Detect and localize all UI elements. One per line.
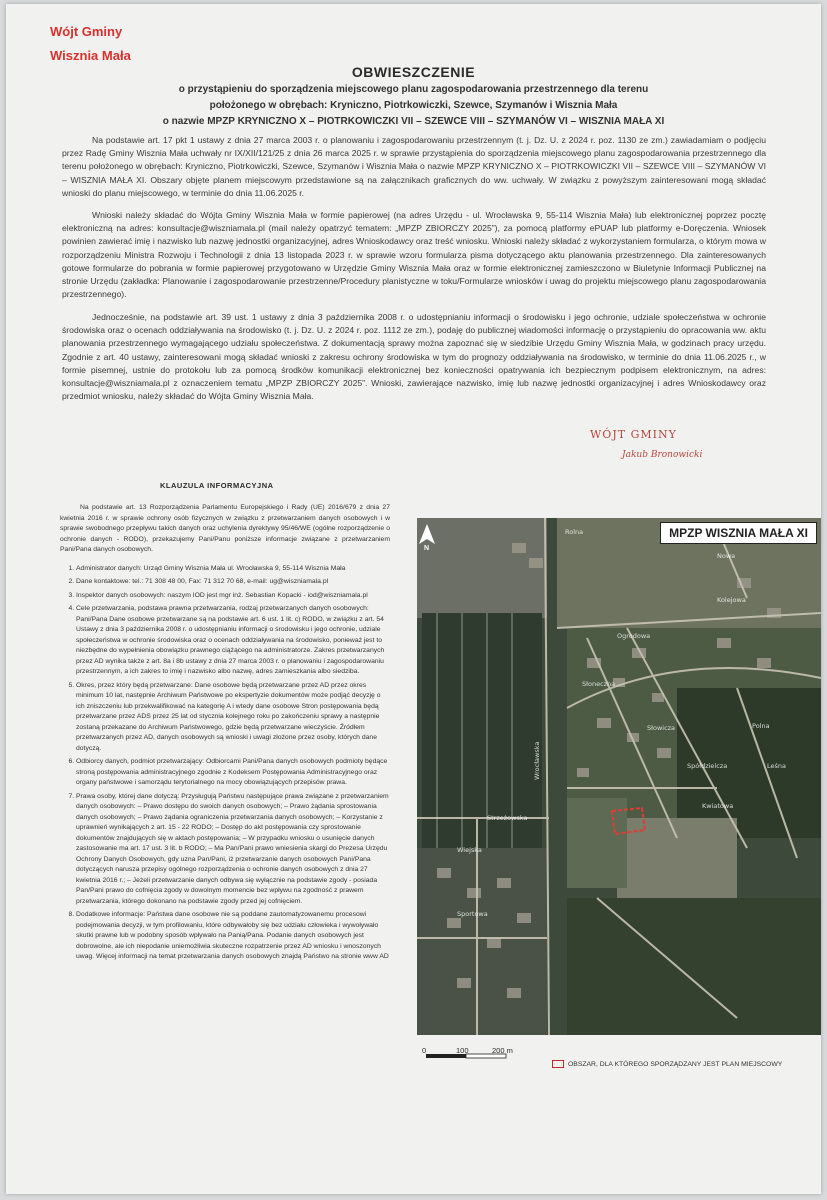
klauzula-intro: Na podstawie art. 13 Rozporządzenia Parlamentu Europejskiego i Rady (UE) 2016/679 z dnia 27 kwietnia 2016 r. w sprawie ochrony osób fizycznych w związku z przetwarzaniem danych osobowych i w sprawie swobodnego przepływu takich danych oraz uchylenia dyrektywy 95/46/WE (ogólne rozporządzenie o ochronie danych - RODO), przekazujemy Pani/Panu poniższe informacje związane z przetwarzaniem Pani/Pana danych osobowych. bbox=[60, 504, 390, 553]
subtitle-line3: o nazwie MPZP KRYNICZNO X – PIOTRKOWICZKI VII – SZEWCE VIII – SZYMANÓW VI – WISZNIA MAŁA XI bbox=[162, 116, 665, 127]
street-label: Kolejowa bbox=[717, 596, 746, 604]
notice-subtitle bbox=[110, 82, 717, 130]
signature-name: Jakub Bronowicki bbox=[622, 450, 703, 460]
klauzula-list bbox=[60, 564, 390, 963]
street-label: Nowa bbox=[717, 552, 736, 560]
map-title: MPZP WISZNIA MAŁA XI bbox=[660, 522, 817, 544]
klauzula-item: 2. Dane kontaktowe: tel.: 71 308 48 00, Fax: 71 312 70 68, e-mail: ug@wiszniamala.pl bbox=[76, 577, 390, 588]
street-label: Leśna bbox=[767, 762, 786, 770]
scale-bar bbox=[420, 1052, 540, 1070]
aerial-map-image bbox=[417, 518, 821, 1035]
map-legend bbox=[552, 1060, 782, 1068]
klauzula-item: 3. Inspektor danych osobowych: naszym IOD jest mgr inż. Sebastian Kopacki - iod@wiszniamala.pl bbox=[76, 591, 390, 602]
street-label: Strzeżowska bbox=[487, 814, 528, 822]
street-label: Spółdzielcza bbox=[687, 762, 728, 770]
street-label: Wrocławska bbox=[533, 741, 541, 780]
klauzula-item: 6. Odbiorcy danych, podmiot przetwarzający: Odbiorcami Pani/Pana danych osobowych podmioty będące stroną postępowania administracyjnego zgodnie z Kodeksem Postępowania Administracyjnego oraz organy państwowe i samorządu terytorialnego na mocy obowiązujących przepisów prawa. bbox=[76, 757, 390, 789]
scale-label-100: 100 bbox=[456, 1046, 469, 1055]
logo-line2: Wisznia Mała bbox=[50, 48, 131, 63]
notice-paragraph-1: Na podstawie art. 17 pkt 1 ustawy z dnia 27 marca 2003 r. o planowaniu i zagospodarowaniu przestrzennym (t. j. Dz. U. z 2024 r. poz. 1130 ze zm.) zawiadamiam o podjęciu przez Radę Gminy Wisznia Mała uchwały nr IX/XII/121/25 z dnia 26 marca 2025 r. w sprawie przystąpienia do sporządzenia miejscowego planu zagospodarowania przestrzennego dla terenu położonego w obrębach: Kryniczno, Piotrkowiczki, Szewce, Szymanów i Wisznia Mała o nazwie MPZP KRYNICZNO X – PIOTRKOWICZKI VII – SZEWCE VIII – SZYMANÓW VI – WISZNIA MAŁA XI. Obszary objęte planem miejscowym przedstawione są na załącznikach graficznych do ww. uchwały. W związku z powyższym zainteresowani mogą składać wnioski do planu miejscowego, w terminie do dnia 11.06.2025 r. bbox=[62, 135, 766, 198]
signature bbox=[590, 428, 703, 460]
klauzula-item: 4. Cele przetwarzania, podstawa prawna przetwarzania, rodzaj przetwarzanych danych osobowych: Pani/Pana Dane osobowe przetwarzane są na podstawie art. 6 ust. 1 lit. c) RODO, w związku z art. 54 Ustawy z dnia 3 października 2008 r. o udostępnianiu informacji o środowisku i jego ochronie, udziale społeczeństwa w ochronie środowiska oraz o ocenach oddziaływania na środowisko, ponieważ jest to niezbędne do wypełnienia obowiązku prawnego ciążącego na administratorze. Zakres przetwarzanych przez AD wynika także z art. 8a i 8b ustawy z dnia 27 marca 2003 r. o planowaniu i zagospodarowaniu przestrzennym, a ich zakres to imię i nazwisko albo nazwę, adres zamieszkania albo siedziba. bbox=[76, 604, 390, 678]
street-label: Kwiatowa bbox=[702, 802, 734, 810]
notice-paragraph-3: Jednocześnie, na podstawie art. 39 ust. 1 ustawy z dnia 3 października 2008 r. o udostępnianiu informacji o środowisku i jego ochronie, udziale społeczeństwa w ochronie środowiska oraz o ocenach oddziaływania na środowisko (t. j. Dz. U. z 2024 r. poz. 1112 ze zm.), podaję do publicznej wiadomości informację o przystąpieniu do opracowania ww. aktu planowania przestrzennego wymagającego udziału społeczeństwa. Z dokumentacją sprawy można zapoznać się w siedzibie Urzędu Gminy Wisznia Mała, w godzinach pracy urzędu. Zgodnie z art. 40 ustawy, zainteresowani mogą składać wnioski z zakresu ochrony środowiska w tym do prognozy oddziaływania na środowisko, w terminie do dnia 11.06.2025 r., w formie pisemnej, ustnie do protokołu lub za pomocą środków komunikacji elektronicznej bez konieczności opatrywania ich bezpiecznym podpisem elektronicznym, na adres: konsultacje@wiszniamala.pl z oznaczeniem tematu „MPZP ZBIORCZY 2025”. Wnioski, zawierające nazwisko, imię lub nazwę jednostki organizacyjnej i adres Wnioskodawcy oraz przedmiot wniosku, należy składać do Wójta Gminy Wisznia Mała. bbox=[62, 312, 766, 402]
street-label: Polna bbox=[752, 722, 770, 730]
klauzula-item: 5. Okres, przez który będą przetwarzane: Dane osobowe będą przetwarzane przez AD przez okres minimum 10 lat, następnie Archiwum Państwowe po ekspertyzie dokumentów może podjąć decyzję o ich zniszczeniu lub przekwalifikować na kategorię A i wtedy dane osobowe Stron postępowania będą przetwarzane przez ADS przez 25 lat od stycznia kolejnego roku po zakończeniu sprawy a następnie zostaną przekazane do Archiwum Państwowego, gdzie będą przetwarzane wieczyście. Źródłem przetwarzanych przez AD, danych osobowych są wnioski i uwagi złożone przez osoby, których dane dotyczą. bbox=[76, 681, 390, 755]
street-label: Sportowa bbox=[457, 910, 488, 918]
north-arrow-icon: N bbox=[424, 545, 430, 552]
street-label: Słoneczna bbox=[582, 680, 616, 688]
aerial-map bbox=[417, 518, 821, 1035]
street-label: Wiejska bbox=[457, 846, 482, 854]
notice-paragraph-2: Wnioski należy składać do Wójta Gminy Wisznia Mała w formie papierowej (na adres Urzędu - ul. Wrocławska 9, 55-114 Wisznia Mała) lub elektronicznej poprzez pocztę elektroniczną na adres: konsultacje@wiszniamala.pl (mail należy opatrzyć tematem: „MPZP ZBIORCZY 2025”), za pomocą platformy ePUAP lub platformy e-Doręczenia. Wniosek powinien zawierać imię i nazwisko lub nazwę jednostki organizacyjnej, adres Wnioskodawcy oraz treść wniosku. Wnioski należy składać z wykorzystaniem formularza, o którym mowa w rozporządzeniu Ministra Rozwoju i Technologii z dnia 13 listopada 2023 r. w sprawie wzoru formularza pisma dotyczącego aktu planowania przestrzennego. Dla zainteresowanych gotowe formularze do pobrania w formie papierowej przygotowano w Urzędzie Gminy Wisznia Mała oraz w formie elektronicznej zamieszczono w Biuletynie Informacji Publicznej na stronie Urzędu (zakładka: Planowanie i zagospodarowanie przestrzenne/Procedury planistyczne w toku/Formularze wniosków i uwag do projektu miejscowego planu zagospodarowania przestrzennego). bbox=[62, 210, 766, 300]
street-label: Rolna bbox=[565, 528, 584, 536]
scale-label-200: 200 m bbox=[492, 1046, 513, 1055]
klauzula-item: 7. Prawa osoby, której dane dotyczą: Przysługują Państwu następujące prawa związane z przetwarzaniem danych osobowych: – Prawo dostępu do swoich danych osobowych; – Prawo żądania sprostowania danych osobowych; – Prawo żądania ograniczenia przetwarzania danych osobowych; – Korzystanie z uprawnień wynikających z art. 15 - 22 RODO; – Dostęp do akt postępowania czy sprostowanie dokumentów znajdujących się w aktach postępowania; – W przypadku wniosku o usunięcie danych zastosowanie ma art. 17 ust. 3 lit. b RODO; – Ma Pan/Pani prawo wniesienia skargi do Prezesa Urzędu Ochrony Danych Osobowych, gdy uzna Pan/Pani, iż przetwarzanie danych osobowych Pani/Pana dotyczących narusza przepisy ogólnego rozporządzenia o ochronie danych osobowych z dnia 27 kwietnia 2016 r.; – Jeżeli przetwarzanie danych odbywa się wyłącznie na podstawie zgody - posiada Pan/Pani prawo do cofnięcia zgody w dowolnym momencie bez wpływu na zgodność z prawem przetwarzania, którego dokonano na podstawie zgody przed jej cofnięciem. bbox=[76, 792, 390, 908]
boundary-legend-swatch bbox=[552, 1060, 564, 1068]
klauzula-item: 1. Administrator danych: Urząd Gminy Wisznia Mała ul. Wrocławska 9, 55-114 Wisznia Mała bbox=[76, 564, 390, 575]
signature-title: WÓJT GMINY bbox=[590, 428, 677, 441]
map-scale bbox=[420, 1046, 540, 1072]
subtitle-line2: położonego w obrębach: Kryniczno, Piotrkowiczki, Szewce, Szymanów i Wisznia Mała bbox=[209, 100, 618, 111]
scale-label-0: 0 bbox=[422, 1046, 427, 1055]
legend-text: OBSZAR, DLA KTÓREGO SPORZĄDZANY JEST PLAN MIEJSCOWY bbox=[568, 1060, 783, 1068]
klauzula-heading: KLAUZULA INFORMACYJNA bbox=[160, 481, 274, 490]
notice-title: OBWIESZCZENIE bbox=[351, 64, 476, 80]
street-label: Słowicza bbox=[647, 724, 676, 732]
municipality-logo bbox=[50, 20, 131, 68]
logo-line1: Wójt Gminy bbox=[50, 24, 123, 39]
klauzula-body bbox=[60, 503, 390, 966]
klauzula-item: 8. Dodatkowe informacje: Państwa dane osobowe nie są poddane zautomatyzowanemu procesowi podejmowania decyzji, w tym profilowaniu, które odbywałoby się bez udziału człowieka i wywoływało skutki prawne lub w podobny sposób wpływało na Panią/Pana. Podanie danych osobowych jest dobrowolne, ale ich niepodanie uniemożliwia skuteczne rozpatrzenie przez AD wniosku i wnoszonych uwag. Więcej informacji na temat przetwarzania danych osobowych znajdą Państwo na stronie www AD bbox=[76, 910, 390, 963]
subtitle-line1: o przystąpieniu do sporządzenia miejscowego planu zagospodarowania przestrzennego dla terenu bbox=[178, 84, 649, 95]
street-label: Ogrodowa bbox=[617, 632, 651, 640]
